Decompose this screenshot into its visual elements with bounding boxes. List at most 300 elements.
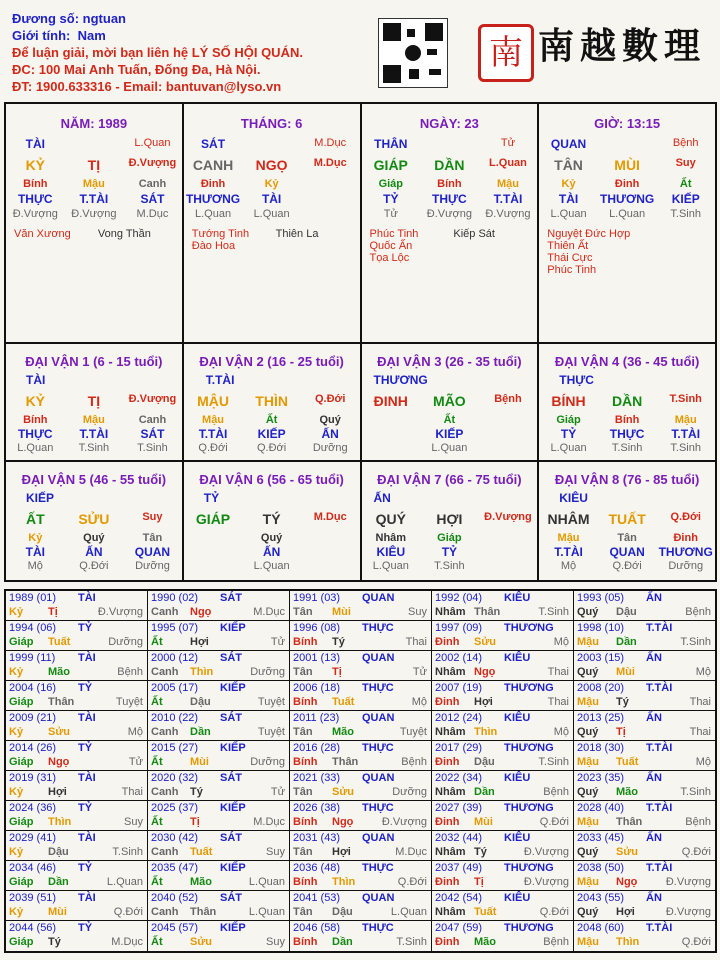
year-label: 2035 (47) — [151, 862, 199, 874]
year-can: Tân — [293, 726, 313, 738]
st-0 — [362, 442, 421, 454]
year-cell — [574, 591, 715, 620]
god-1: THƯƠNG — [600, 192, 655, 206]
star: Phúc Tinh — [547, 264, 597, 276]
can-0: TÂN — [554, 157, 583, 173]
contact-line-2: ĐC: 100 Mai Anh Tuấn, Đống Đa, Hà Nội. — [12, 62, 261, 77]
dai-van-hidden — [184, 414, 360, 426]
god-1: THỰC — [609, 427, 645, 441]
star: Kiếp Sát — [453, 228, 495, 240]
chart-grid — [4, 102, 717, 582]
st-2 — [301, 560, 360, 572]
year-cell — [290, 681, 432, 710]
year-label: 1992 (04) — [435, 592, 483, 604]
st-1: T.Sinh — [611, 442, 643, 454]
year-label: 2032 (44) — [435, 832, 483, 844]
year-can: Mậu — [577, 756, 599, 768]
hidden-2: Quý — [319, 414, 341, 426]
god-0: THỰC — [17, 192, 53, 206]
year-god: TÀI — [78, 712, 96, 724]
year-chi: Tị — [332, 666, 342, 678]
top-2: M.Dục — [314, 137, 347, 149]
stage-0: Đ.Vượng — [12, 208, 58, 220]
can-1: TỊ — [87, 157, 101, 173]
year-cell — [574, 861, 715, 890]
year-stage: Đ.Vượng — [523, 876, 569, 888]
year-stage: Mộ — [127, 726, 143, 738]
year-god: KIẾP — [220, 862, 246, 874]
year-stage: Dưỡng — [392, 786, 427, 798]
year-label: 2040 (52) — [151, 892, 199, 904]
st-1: L.Quan — [253, 560, 290, 572]
contact-line-3: ĐT: 1900.633316 - Email: bantuvan@lyso.vn — [12, 79, 282, 94]
year-label: 2046 (58) — [293, 922, 341, 934]
year-chi: Dần — [474, 786, 495, 798]
year-can: Canh — [151, 666, 179, 678]
year-label: 2047 (59) — [435, 922, 483, 934]
year-can: Nhâm — [435, 906, 466, 918]
year-label: 2009 (21) — [9, 712, 57, 724]
year-god: T.TÀI — [646, 622, 673, 634]
year-can: Đinh — [435, 936, 460, 948]
year-chi: Sửu — [332, 786, 355, 798]
year-can: Đinh — [435, 636, 460, 648]
year-cell — [148, 621, 290, 650]
star: Nguyệt Đức Hợp — [547, 228, 631, 240]
year-god: TÀI — [78, 892, 96, 904]
year-can: Tân — [293, 906, 313, 918]
year-stage: Mộ — [411, 696, 427, 708]
year-label: 2003 (15) — [577, 652, 625, 664]
dai-van-can: KỶ — [25, 393, 46, 409]
hidden-1: Tân — [617, 532, 637, 544]
year-god: KIẾP — [220, 622, 246, 634]
god-1: KIẾP — [257, 427, 286, 441]
star: Thiên Ất — [547, 240, 589, 252]
dai-van-god — [6, 427, 182, 441]
year-stage: Q.Đới — [681, 846, 711, 858]
pillar-top-row — [6, 137, 182, 151]
year-label: 2000 (12) — [151, 652, 199, 664]
st-2: T.Sinh — [670, 442, 701, 454]
star: Phúc Tinh — [369, 228, 419, 240]
year-god: THỰC — [362, 622, 394, 634]
dai-van-can-chi — [184, 511, 360, 527]
year-label: 2002 (14) — [435, 652, 483, 664]
god-2 — [301, 192, 360, 206]
pillar-god-row — [539, 192, 715, 206]
god-1: KIẾP — [435, 427, 464, 441]
hidden-0: Mậu — [557, 532, 580, 544]
year-chi: Thân — [190, 906, 217, 918]
year-cell — [148, 891, 290, 920]
year-chi: Sửu — [190, 936, 213, 948]
year-stage: Tử — [270, 786, 285, 798]
top-1 — [598, 137, 657, 151]
year-chi: Thìn — [48, 816, 72, 828]
pillar-can-row — [539, 157, 715, 173]
hidden-1: Mậu — [82, 414, 105, 426]
year-can: Mậu — [577, 876, 599, 888]
year-can: Ất — [151, 756, 163, 768]
year-label: 1991 (03) — [293, 592, 341, 604]
hidden-0 — [362, 414, 421, 426]
hidden-1: Bính — [614, 414, 640, 426]
year-stage: Dưỡng — [108, 636, 143, 648]
god-0: TÀI — [558, 192, 579, 206]
year-chi: Mùi — [616, 666, 635, 678]
year-cell — [432, 681, 574, 710]
year-god: QUAN — [362, 712, 395, 724]
year-chi: Sửu — [616, 846, 639, 858]
year-god: THƯƠNG — [504, 922, 554, 934]
stage-0: L.Quan — [550, 208, 587, 220]
year-god: KIẾP — [220, 802, 246, 814]
dai-van-stage-row — [539, 442, 715, 454]
year-can: Giáp — [9, 696, 34, 708]
year-god: TỶ — [78, 682, 93, 694]
pillar-stage-row — [6, 208, 182, 220]
year-row — [6, 831, 715, 861]
year-god: T.TÀI — [646, 922, 673, 934]
year-can: Kỷ — [9, 906, 24, 918]
dai-van-top: ẤN — [373, 491, 391, 505]
dai-van-1 — [6, 344, 184, 460]
year-cell — [290, 711, 432, 740]
year-can: Tân — [293, 786, 313, 798]
year-cell — [432, 651, 574, 680]
god-1: T.TÀI — [79, 192, 109, 206]
dai-van-7 — [362, 462, 540, 580]
top-1 — [65, 137, 124, 151]
year-god: SÁT — [220, 892, 242, 904]
dai-van-top: TỶ — [203, 491, 220, 505]
pillar-god-row — [184, 192, 360, 206]
year-god: ẤN — [646, 832, 662, 844]
god-0: T.TÀI — [198, 427, 228, 441]
dai-van-title: ĐẠI VẬN 6 (56 - 65 tuổi) — [199, 472, 344, 487]
hidden-0: Nhâm — [375, 532, 407, 544]
god-0: T.TÀI — [554, 545, 583, 559]
year-label: 2019 (31) — [9, 772, 57, 784]
hidden-1: Kỷ — [264, 178, 279, 190]
year-cell — [290, 921, 432, 951]
year-god: KIÊU — [504, 652, 531, 664]
year-stage: Suy — [266, 936, 285, 948]
year-god: TÀI — [78, 832, 96, 844]
year-god: TỶ — [78, 922, 93, 934]
dai-van-top: TÀI — [26, 373, 46, 387]
year-label: 1995 (07) — [151, 622, 199, 634]
pillar-stars — [14, 228, 176, 240]
year-cell — [432, 591, 574, 620]
year-can: Giáp — [9, 816, 34, 828]
year-god: QUAN — [362, 892, 395, 904]
year-god: SÁT — [220, 712, 242, 724]
year-cell — [432, 771, 574, 800]
year-stage: Thai — [547, 696, 569, 708]
top-0: QUAN — [550, 137, 587, 151]
year-label: 2024 (36) — [9, 802, 57, 814]
god-0: TỶ — [560, 427, 577, 441]
dai-van-chi: SỬU — [78, 511, 110, 527]
year-stage: Dưỡng — [250, 666, 285, 678]
dai-van-chi: MÃO — [433, 393, 466, 409]
hidden-2: Canh — [138, 178, 167, 190]
year-god: ẤN — [646, 892, 662, 904]
year-god: THỰC — [362, 682, 394, 694]
year-god: QUAN — [362, 592, 395, 604]
pillar-can-row — [362, 157, 538, 173]
year-can: Quý — [577, 606, 599, 618]
year-cell — [290, 801, 432, 830]
god-2: QUAN — [134, 545, 171, 559]
year-cell — [6, 921, 148, 951]
year-stage: L.Quan — [248, 876, 285, 888]
year-stage: T.Sinh — [680, 786, 711, 798]
year-chi: Ngọ — [190, 606, 212, 618]
year-stage: Suy — [124, 816, 143, 828]
year-cell — [574, 921, 715, 951]
dai-van-god — [6, 545, 182, 559]
year-cell — [574, 891, 715, 920]
year-chi: Thìn — [616, 936, 640, 948]
st-1: L.Quan — [431, 442, 468, 454]
dai-van-6 — [184, 462, 362, 580]
year-cell — [148, 861, 290, 890]
dai-van-god — [184, 545, 360, 559]
year-god: KIẾP — [220, 922, 246, 934]
star-pair — [370, 228, 532, 240]
year-can: Giáp — [9, 936, 34, 948]
year-label: 2030 (42) — [151, 832, 199, 844]
year-can: Ất — [151, 816, 163, 828]
pillar-stage-row — [362, 208, 538, 220]
year-chi: Tý — [616, 696, 629, 708]
hidden-2 — [479, 532, 538, 544]
pillar-1 — [184, 104, 362, 342]
st-1: Q.Đới — [257, 442, 287, 454]
year-can: Tân — [293, 666, 313, 678]
stage-2: M.Dục — [136, 208, 169, 220]
top-1 — [242, 137, 301, 151]
dai-van-stage-row — [184, 560, 360, 572]
year-can: Nhâm — [435, 606, 466, 618]
logo-text: 南越數理 — [538, 25, 707, 67]
dai-van-chi: DẦN — [611, 393, 643, 409]
god-0: KIÊU — [376, 545, 406, 559]
year-stage: Q.Đới — [397, 876, 427, 888]
year-stage: Q.Đới — [681, 936, 711, 948]
god-2: T.TÀI — [493, 192, 523, 206]
year-can: Canh — [151, 906, 179, 918]
year-chi: Tị — [190, 816, 200, 828]
year-label: 2010 (22) — [151, 712, 199, 724]
dai-van-hidden — [539, 532, 715, 544]
year-stage: Tuyệt — [399, 726, 427, 738]
dai-van-stage: Đ.Vượng — [128, 393, 177, 405]
year-chi: Mùi — [332, 606, 351, 618]
year-row — [6, 861, 715, 891]
year-chi: Dậu — [616, 606, 637, 618]
year-stage: Suy — [266, 846, 285, 858]
year-stage: Q.Đới — [539, 906, 569, 918]
god-2 — [479, 427, 538, 441]
year-label: 2038 (50) — [577, 862, 625, 874]
god-2: SÁT — [140, 192, 165, 206]
dai-van-can-chi — [362, 393, 538, 409]
year-can: Giáp — [9, 876, 34, 888]
top-2: Bệnh — [672, 137, 699, 149]
year-stage: Tuyệt — [257, 726, 285, 738]
year-cell — [148, 831, 290, 860]
hidden-2 — [301, 532, 360, 544]
year-god: TỶ — [78, 742, 93, 754]
top-0: TÀI — [25, 137, 45, 151]
dai-van-top: KIẾP — [26, 491, 55, 505]
year-label: 2007 (19) — [435, 682, 483, 694]
dai-van-chi: TÝ — [262, 511, 281, 527]
year-god: QUAN — [362, 832, 395, 844]
year-chi: Tị — [616, 726, 626, 738]
can-0: GIÁP — [373, 157, 408, 173]
pillar-stars — [370, 228, 532, 264]
pillar-top-row — [362, 137, 538, 151]
year-label: 2042 (54) — [435, 892, 483, 904]
dai-van-hidden — [539, 414, 715, 426]
dai-van-stage: Q.Đới — [314, 393, 346, 405]
pillar-god-row — [362, 192, 538, 206]
dai-van-stage: Suy — [142, 511, 163, 523]
year-label: 2018 (30) — [577, 742, 625, 754]
dai-van-chi: TUẤT — [608, 511, 646, 527]
year-stage: Đ.Vượng — [665, 876, 711, 888]
stage-0: L.Quan — [194, 208, 232, 220]
year-chi: Mão — [190, 876, 212, 888]
dai-van-stage: Q.Đới — [670, 511, 701, 523]
year-can: Nhâm — [435, 786, 466, 798]
year-god: KIÊU — [504, 832, 531, 844]
year-cell — [148, 711, 290, 740]
year-chi: Mùi — [474, 816, 493, 828]
year-cell — [432, 891, 574, 920]
year-god: T.TÀI — [646, 862, 673, 874]
year-god: ẤN — [646, 652, 662, 664]
year-can: Bính — [293, 936, 318, 948]
god-1: TÀI — [261, 192, 282, 206]
year-stage: Bệnh — [685, 816, 711, 828]
year-stage: M.Dục — [253, 606, 285, 618]
hidden-1: Ất — [265, 414, 278, 426]
dai-van-can: BÍNH — [551, 393, 586, 409]
year-god: T.TÀI — [646, 682, 673, 694]
year-chi: Tuất — [48, 636, 71, 648]
year-stage: Thai — [121, 786, 143, 798]
dai-van-hidden — [184, 532, 360, 544]
year-god: THỰC — [362, 742, 394, 754]
hidden-2 — [479, 414, 538, 426]
st-2 — [479, 442, 538, 454]
year-chi: Ngọ — [616, 876, 638, 888]
year-can: Ất — [151, 936, 163, 948]
year-chi: Mùi — [48, 906, 67, 918]
year-label: 2005 (17) — [151, 682, 199, 694]
can-2: Đ.Vượng — [128, 157, 177, 169]
year-stage: Thai — [689, 726, 711, 738]
year-cell — [432, 921, 574, 951]
dai-van-can-chi — [539, 393, 715, 409]
year-god: KIÊU — [504, 892, 531, 904]
dai-van-can: ĐINH — [373, 393, 408, 409]
god-1: ẤN — [262, 545, 281, 559]
dai-van-3 — [362, 344, 540, 460]
dai-van-8 — [539, 462, 715, 580]
year-stage: Đ.Vượng — [97, 606, 143, 618]
year-stage: Thai — [405, 636, 427, 648]
year-chi: Dần — [48, 876, 69, 888]
year-cell — [6, 591, 148, 620]
duong-so-label: Đương số: — [12, 11, 80, 26]
hidden-0: Giáp — [378, 178, 404, 190]
stage-2: T.Sinh — [670, 208, 701, 220]
star-pair — [14, 228, 176, 240]
year-can: Kỷ — [9, 846, 24, 858]
dai-van-stage: T.Sinh — [669, 393, 702, 405]
gioi-tinh-label: Giới tính: — [12, 28, 71, 43]
year-row — [6, 771, 715, 801]
can-1: DẦN — [434, 157, 465, 173]
pillar-stars — [547, 228, 709, 276]
year-god: QUAN — [362, 652, 395, 664]
st-0 — [184, 560, 243, 572]
year-cell — [432, 741, 574, 770]
year-can: Nhâm — [435, 666, 466, 678]
year-stage: Mộ — [553, 726, 569, 738]
pillar-can-row — [6, 157, 182, 173]
year-label: 2025 (37) — [151, 802, 199, 814]
year-label: 2012 (24) — [435, 712, 483, 724]
year-god: KIẾP — [220, 682, 246, 694]
dai-van-top: THƯƠNG — [373, 373, 428, 387]
year-can: Kỷ — [9, 726, 24, 738]
dai-van-2 — [184, 344, 362, 460]
dai-van-hidden — [362, 532, 538, 544]
year-stage: Mộ — [553, 636, 569, 648]
year-chi: Mão — [48, 666, 70, 678]
st-0: L.Quan — [372, 560, 409, 572]
year-god: TỶ — [78, 622, 93, 634]
year-stage: Tuyệt — [115, 696, 143, 708]
year-can: Nhâm — [435, 846, 466, 858]
year-stage: Bệnh — [685, 606, 711, 618]
year-chi: Dần — [616, 636, 637, 648]
st-1: Q.Đới — [79, 560, 109, 572]
st-1: T.Sinh — [434, 560, 465, 572]
dai-van-4 — [539, 344, 715, 460]
year-row — [6, 921, 715, 951]
stage-0: Tử — [383, 208, 398, 220]
year-can: Đinh — [435, 876, 460, 888]
star: Thái Cực — [547, 252, 593, 264]
year-stage: T.Sinh — [396, 936, 427, 948]
year-stage: Mộ — [695, 666, 711, 678]
year-row — [6, 711, 715, 741]
year-chi: Mùi — [190, 756, 209, 768]
year-can: Mậu — [577, 696, 599, 708]
pillar-hidden-row — [539, 178, 715, 190]
year-cell — [148, 741, 290, 770]
contact-line-1: Để luận giải, mời bạn liên hệ LÝ SỐ HỘI QUÁN. — [12, 45, 303, 60]
